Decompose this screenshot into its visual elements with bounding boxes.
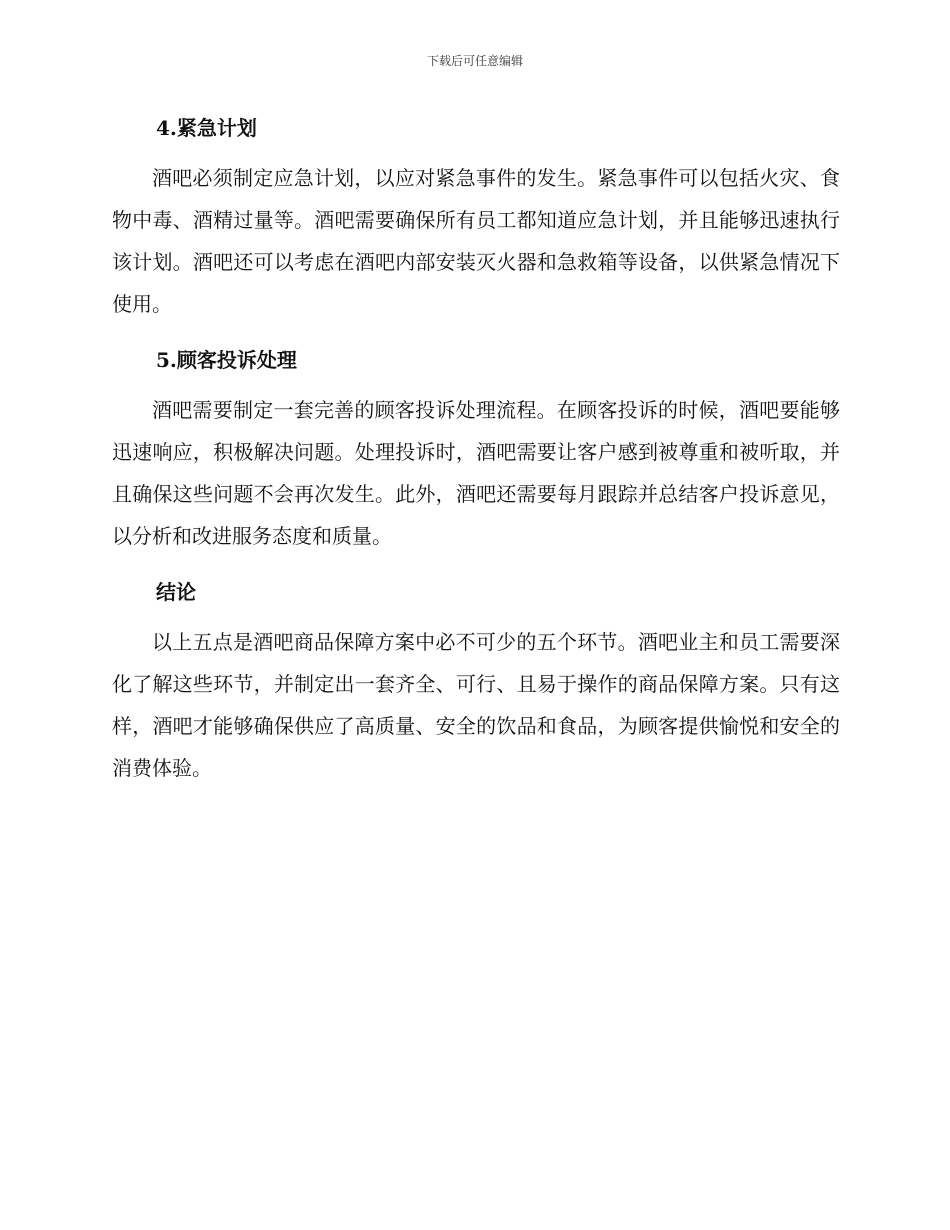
section-paragraph: 酒吧必须制定应急计划，以应对紧急事件的发生。紧急事件可以包括火灾、食物中毒、酒精过量等。酒吧需要确保所有员工都知道应急计划，并且能够迅速执行该计划。酒吧还可以考虑在酒吧内部安装灭火器和急救箱等设备，以供紧急情况下使用。 (112, 166, 840, 316)
section-complaint-handling (112, 340, 840, 557)
section-heading: 结论 (156, 580, 196, 604)
document-body (112, 108, 840, 804)
section-conclusion (112, 572, 840, 789)
page-header: 下载后可任意编辑 (426, 54, 523, 68)
section-paragraph: 酒吧需要制定一套完善的顾客投诉处理流程。在顾客投诉的时候，酒吧要能够迅速响应，积极解决问题。处理投诉时，酒吧需要让客户感到被尊重和被听取，并且确保这些问题不会再次发生。此外，酒吧还需要每月跟踪并总结客户投诉意见，以分析和改进服务态度和质量。 (112, 398, 840, 548)
section-emergency-plan (112, 108, 840, 325)
section-heading: 4.紧急计划 (156, 116, 257, 140)
section-heading: 5.顾客投诉处理 (156, 348, 297, 372)
section-paragraph: 以上五点是酒吧商品保障方案中必不可少的五个环节。酒吧业主和员工需要深化了解这些环节，并制定出一套齐全、可行、且易于操作的商品保障方案。只有这样，酒吧才能够确保供应了高质量、安全的饮品和食品，为顾客提供愉悦和安全的消费体验。 (112, 630, 840, 780)
